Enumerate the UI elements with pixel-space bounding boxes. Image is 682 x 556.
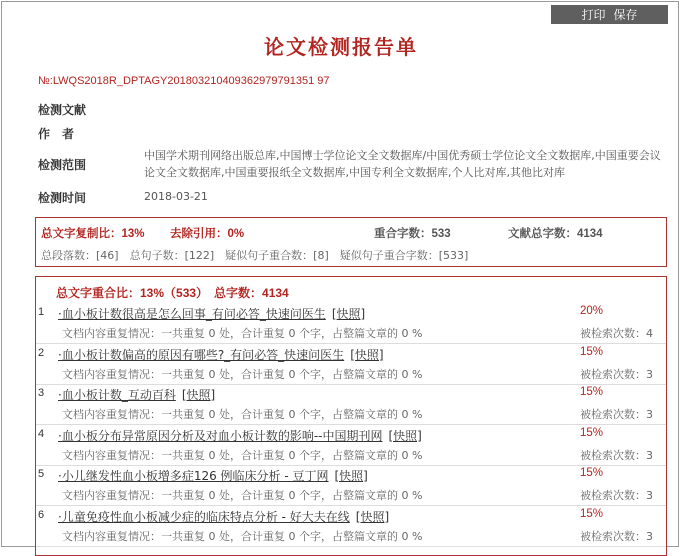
list-item: [36, 384, 666, 425]
search-count: 被检索次数：3: [580, 408, 653, 421]
toolbar: [551, 5, 668, 24]
source-link[interactable]: ·血小板分布异常原因分析及对血小板计数的影响--中国期刊网 [快照]: [58, 428, 422, 443]
search-count: 被检索次数：3: [580, 367, 653, 381]
similarity-percent: 15%: [580, 467, 604, 479]
similarity-percent: 15%: [580, 386, 604, 398]
search-count: 被检索次数：4: [580, 327, 653, 340]
list-item: [36, 465, 666, 506]
summary-stats: 总段落数：[46] 总句子数：[122] 疑似句子重合数：[8] 疑似句子重合字数：[533]: [41, 249, 469, 262]
list-item: [36, 425, 666, 466]
item-number: 6: [38, 508, 45, 521]
check-time: 2018-03-21: [144, 190, 208, 203]
item-number: 4: [38, 427, 45, 440]
snapshot-link[interactable]: [快照]: [334, 469, 368, 483]
similarity-percent: 15%: [580, 345, 604, 358]
snapshot-link[interactable]: [快照]: [331, 307, 366, 321]
scope-text: 中国学术期刊网络出版总库,中国博士学位论文全文数据库/中国优秀硕士学位论文全文数据库,中国重要会议论文全文数据库,中国重要报纸全文数据库,中国专利全文数据库,个人比对库,其他比对库: [144, 149, 661, 179]
list-item: [36, 506, 666, 547]
search-count: 被检索次数：3: [580, 489, 653, 502]
search-count: 被检索次数：3: [580, 529, 653, 543]
source-link[interactable]: ·血小板计数偏高的原因有哪些?_有问必答_快速问医生 [快照]: [58, 347, 384, 362]
search-count: 被检索次数：3: [580, 448, 653, 462]
copy-ratio: 总文字复制比：13%: [41, 228, 145, 240]
source-link[interactable]: ·小儿继发性血小板增多症126 例临床分析 - 豆丁网 [快照]: [58, 469, 368, 483]
similarity-percent: 20%: [580, 305, 604, 317]
item-number: 2: [38, 346, 45, 359]
label-time: 检测时间: [38, 191, 87, 205]
snapshot-link[interactable]: [快照]: [350, 347, 384, 362]
item-number: 5: [38, 468, 45, 480]
list-item: [36, 344, 666, 385]
repeat-words: 重合字数：533: [374, 228, 451, 240]
label-author: 作 者: [38, 127, 75, 141]
item-detail: 文档内容重复情况：一共重复 0 处，合计重复 0 个字，占整篇文章的 0 %: [62, 367, 423, 381]
item-detail: 文档内容重复情况：一共重复 0 处，合计重复 0 个字，占整篇文章的 0 %: [62, 529, 423, 543]
similarity-percent: 15%: [580, 507, 604, 520]
source-link[interactable]: ·血小板计数很高是怎么回事_有问必答_快速问医生 [快照]: [58, 307, 366, 321]
snapshot-link[interactable]: [快照]: [181, 388, 216, 402]
item-detail: 文档内容重复情况：一共重复 0 处，合计重复 0 个字，占整篇文章的 0 %: [62, 448, 423, 462]
list-header: 总文字重合比：13%（533） 总字数：4134: [56, 286, 289, 300]
item-number: 1: [38, 306, 45, 318]
item-detail: 文档内容重复情况：一共重复 0 处，合计重复 0 个字，占整篇文章的 0 %: [62, 408, 423, 421]
print-button[interactable]: 打印: [581, 8, 606, 22]
source-link[interactable]: ·血小板计数_互动百科 [快照]: [58, 388, 216, 402]
label-scope: 检测范围: [38, 158, 87, 172]
page-title: 论文检测报告单: [264, 35, 418, 59]
similarity-percent: 15%: [580, 426, 604, 439]
list-item: [36, 303, 666, 344]
source-list: [35, 276, 667, 556]
total-words: 文献总字数：4134: [508, 228, 603, 240]
exclude-ref: 去除引用：0%: [170, 228, 245, 240]
item-detail: 文档内容重复情况：一共重复 0 处，合计重复 0 个字，占整篇文章的 0 %: [62, 327, 423, 340]
snapshot-link[interactable]: [快照]: [355, 509, 390, 524]
summary-box: [35, 217, 667, 267]
item-number: 3: [38, 387, 45, 399]
snapshot-link[interactable]: [快照]: [388, 428, 422, 443]
label-doc: 检测文献: [38, 103, 87, 117]
source-link[interactable]: ·儿童免疫性血小板减少症的临床特点分析 - 好大夫在线 [快照]: [58, 509, 390, 524]
save-button[interactable]: 保存: [613, 8, 638, 22]
report-number: №:LWQS2018R_DPTAGY201803210409362979791351 97: [38, 75, 330, 87]
item-detail: 文档内容重复情况：一共重复 0 处，合计重复 0 个字，占整篇文章的 0 %: [62, 489, 423, 502]
